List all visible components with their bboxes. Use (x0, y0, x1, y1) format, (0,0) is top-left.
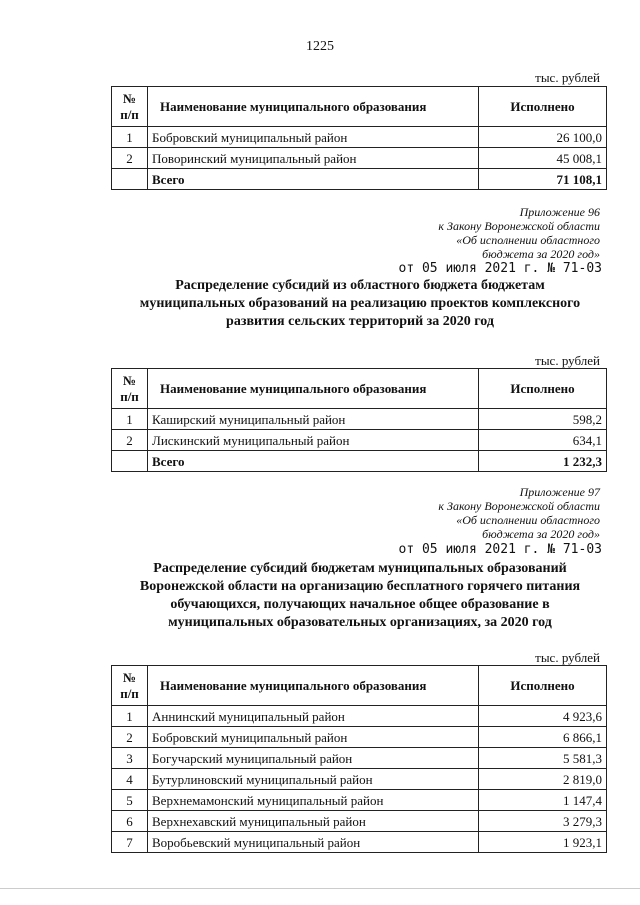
row-num: 5 (112, 790, 148, 811)
row-value: 598,2 (479, 409, 607, 430)
row-num: 2 (112, 727, 148, 748)
table-subsidies-2 (111, 368, 607, 472)
row-value: 6 866,1 (479, 727, 607, 748)
title-96-line2: муниципальных образований на реализацию проектов комплексного (139, 296, 581, 311)
row-num: 3 (112, 748, 148, 769)
table-row (112, 127, 607, 148)
row-value: 5 581,3 (479, 748, 607, 769)
unit-label: тыс. рублей (535, 70, 600, 85)
row-name: Бутурлиновский муниципальный район (148, 769, 479, 790)
page-number: 1225 (306, 39, 334, 54)
header-num: № п/п (112, 369, 148, 409)
appendix-97-line1: Приложение 97 (519, 485, 600, 499)
row-value: 26 100,0 (479, 127, 607, 148)
table-row (112, 769, 607, 790)
total-row (112, 169, 607, 190)
title-97-line1: Распределение субсидий бюджетам муниципальных образований (153, 561, 567, 576)
row-num: 1 (112, 127, 148, 148)
title-96-line1: Распределение субсидий из областного бюджета бюджетам (175, 278, 545, 293)
header-value: Исполнено (479, 87, 607, 127)
total-num-empty (112, 451, 148, 472)
title-97-line3: обучающихся, получающих начальное общее образование в (170, 597, 550, 612)
total-label: Всего (148, 451, 479, 472)
title-96-line3: развития сельских территорий за 2020 год (226, 314, 494, 329)
row-name: Бобровский муниципальный район (148, 127, 479, 148)
table-row (112, 832, 607, 853)
row-num: 1 (112, 409, 148, 430)
appendix-97-line2: к Закону Воронежской области (438, 499, 600, 513)
table-subsidies-3 (111, 665, 607, 853)
total-value: 71 108,1 (479, 169, 607, 190)
row-name: Воробьевский муниципальный район (148, 832, 479, 853)
table-row (112, 409, 607, 430)
total-row (112, 451, 607, 472)
appendix-96-line4: бюджета за 2020 год» (482, 247, 600, 261)
section-title-97 (100, 560, 620, 632)
row-value: 45 008,1 (479, 148, 607, 169)
table-row (112, 727, 607, 748)
table-row (112, 748, 607, 769)
row-num: 1 (112, 706, 148, 727)
table-row (112, 430, 607, 451)
table-subsidies-1 (111, 86, 607, 190)
row-name: Аннинский муниципальный район (148, 706, 479, 727)
appendix-96-line1: Приложение 96 (519, 205, 600, 219)
unit-label: тыс. рублей (535, 650, 600, 665)
row-num: 6 (112, 811, 148, 832)
row-name: Поворинский муниципальный район (148, 148, 479, 169)
page-bottom-divider (0, 888, 640, 889)
appendix-96-block (300, 205, 600, 261)
header-name: Наименование муниципального образования (148, 666, 479, 706)
table-row (112, 148, 607, 169)
total-label: Всего (148, 169, 479, 190)
unit-label: тыс. рублей (535, 353, 600, 368)
row-num: 2 (112, 430, 148, 451)
title-97-line4: муниципальных образовательных организациях, за 2020 год (168, 615, 552, 630)
appendix-97-line4: бюджета за 2020 год» (482, 527, 600, 541)
appendix-96-date: от 05 июля 2021 г. № 71-03 (398, 261, 602, 276)
appendix-96-line3: «Об исполнении областного (456, 233, 600, 247)
row-value: 3 279,3 (479, 811, 607, 832)
header-value: Исполнено (479, 666, 607, 706)
total-num-empty (112, 169, 148, 190)
row-value: 2 819,0 (479, 769, 607, 790)
table-row (112, 706, 607, 727)
table-row (112, 811, 607, 832)
header-num: № п/п (112, 666, 148, 706)
row-num: 7 (112, 832, 148, 853)
row-value: 4 923,6 (479, 706, 607, 727)
total-value: 1 232,3 (479, 451, 607, 472)
header-name: Наименование муниципального образования (148, 369, 479, 409)
row-name: Верхнехавский муниципальный район (148, 811, 479, 832)
row-name: Каширский муниципальный район (148, 409, 479, 430)
appendix-97-date: от 05 июля 2021 г. № 71-03 (398, 542, 602, 557)
header-name: Наименование муниципального образования (148, 87, 479, 127)
appendix-97-line3: «Об исполнении областного (456, 513, 600, 527)
row-name: Верхнемамонский муниципальный район (148, 790, 479, 811)
row-name: Лискинский муниципальный район (148, 430, 479, 451)
row-name: Бобровский муниципальный район (148, 727, 479, 748)
header-num: № п/п (112, 87, 148, 127)
appendix-97-block (300, 485, 600, 541)
row-value: 1 147,4 (479, 790, 607, 811)
row-value: 634,1 (479, 430, 607, 451)
row-num: 4 (112, 769, 148, 790)
appendix-96-line2: к Закону Воронежской области (438, 219, 600, 233)
row-value: 1 923,1 (479, 832, 607, 853)
table-row (112, 790, 607, 811)
row-num: 2 (112, 148, 148, 169)
title-97-line2: Воронежской области на организацию бесплатного горячего питания (139, 579, 581, 594)
section-title-96 (100, 277, 620, 331)
header-value: Исполнено (479, 369, 607, 409)
row-name: Богучарский муниципальный район (148, 748, 479, 769)
